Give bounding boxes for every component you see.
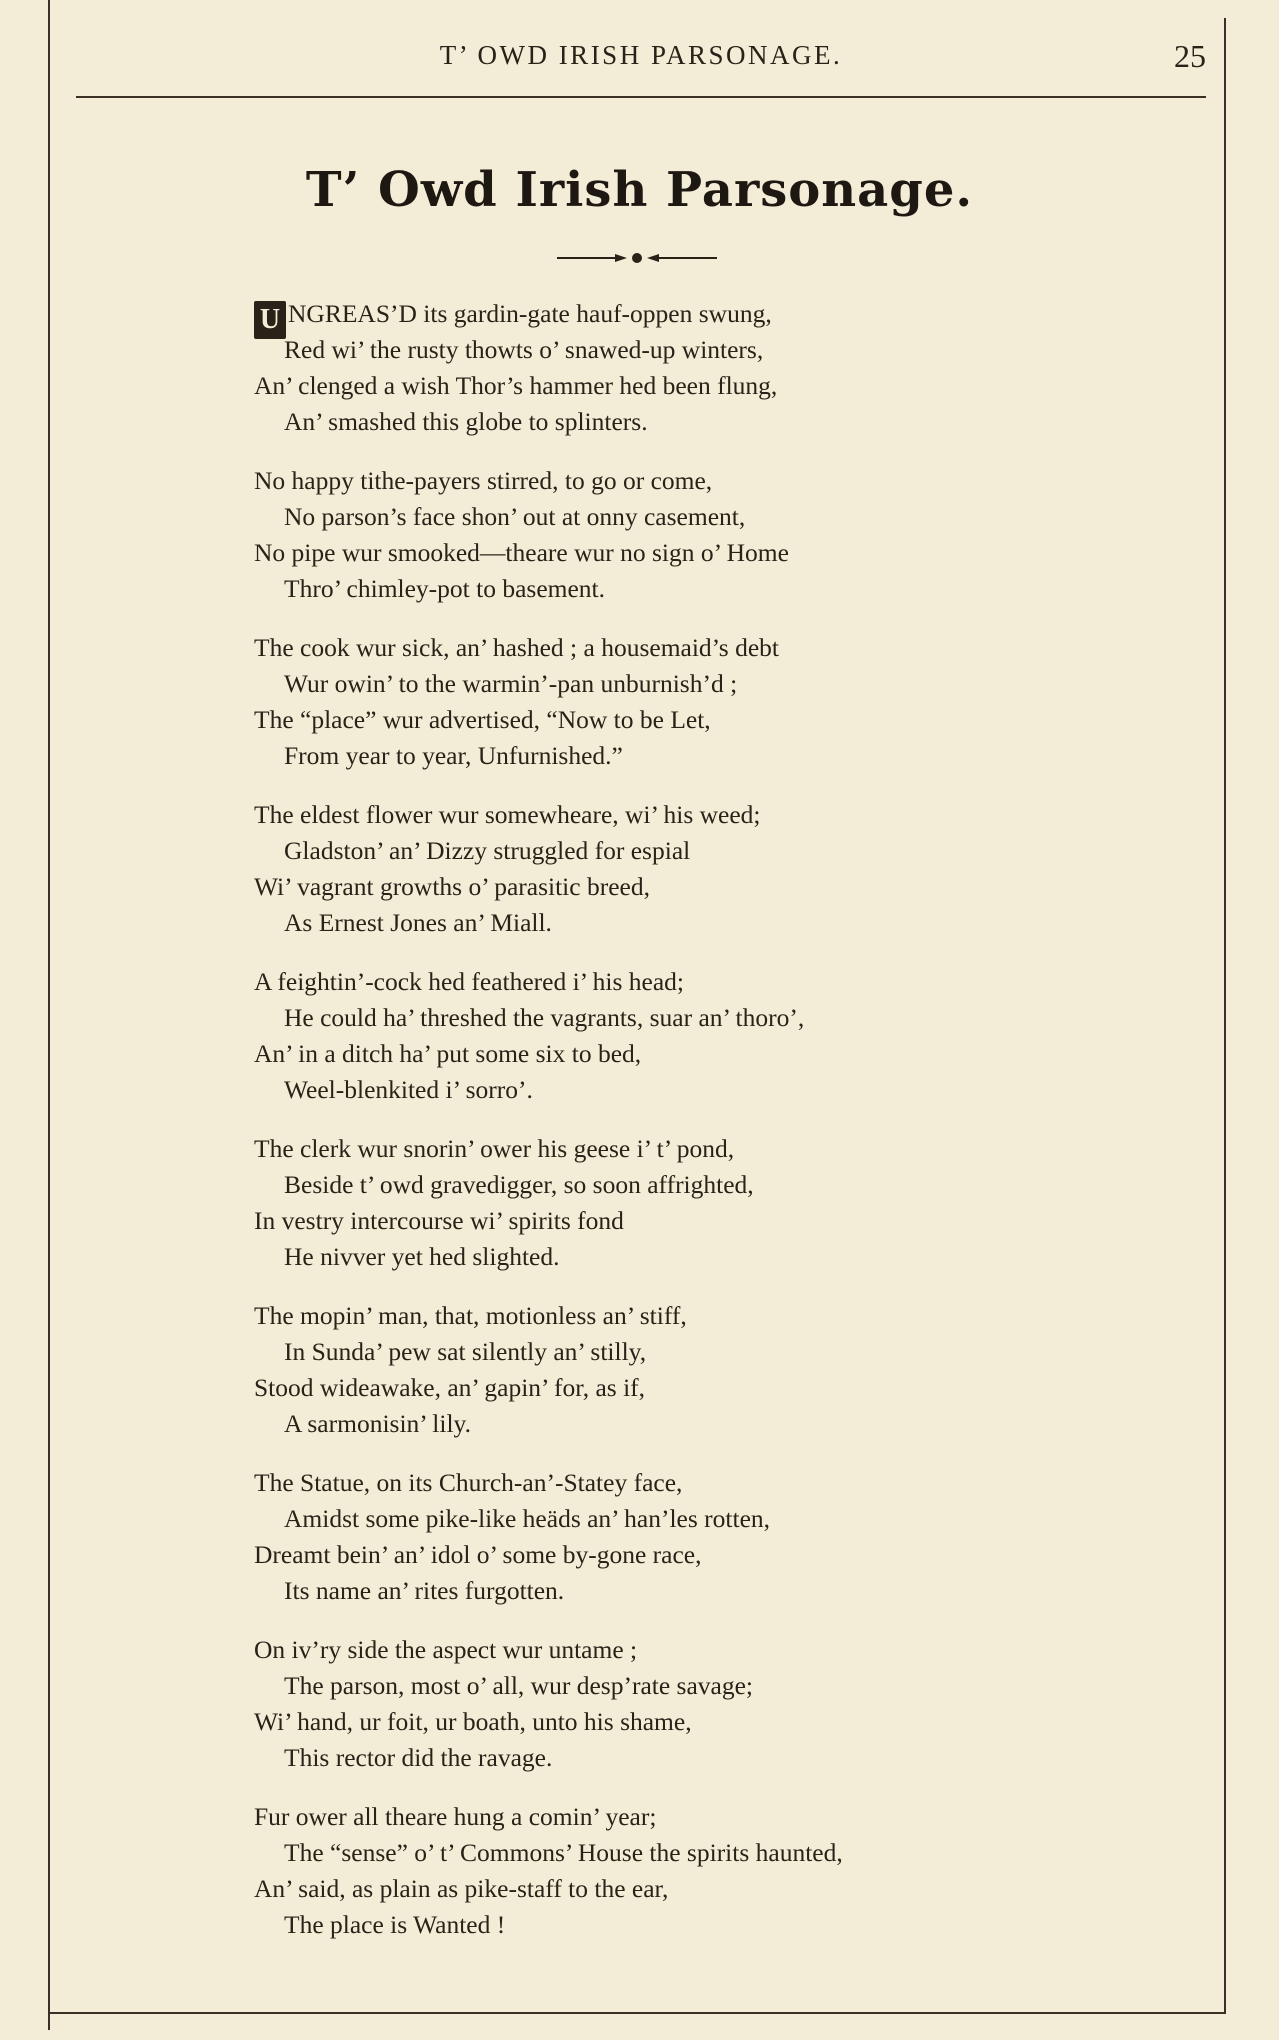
poem-line-text: He could ha’ threshed the vagrants, suar an’ thoro’, (284, 1003, 805, 1032)
poem-line-text: In Sunda’ pew sat silently an’ stilly, (284, 1337, 647, 1366)
poem-line-text: An’ clenged a wish Thor’s hammer hed been flung, (254, 371, 778, 400)
poem-line-text: NGREAS’D its gardin-gate hauf-oppen swung, (288, 299, 772, 328)
poem-line-text: Wur owin’ to the warmin’-pan unburnish’d ; (284, 669, 738, 698)
poem-line-text: In vestry intercourse wi’ spirits fond (254, 1206, 624, 1235)
poem-line-text: An’ smashed this globe to splinters. (284, 407, 648, 436)
poem-line-text: No parson’s face shon’ out at onny casement, (284, 502, 746, 531)
poem-line-text: An’ said, as plain as pike-staff to the ear, (254, 1874, 669, 1903)
stanza (254, 630, 1154, 774)
poem-line-text: He nivver yet hed slighted. (284, 1242, 560, 1271)
poem-line-text: An’ in a ditch ha’ put some six to bed, (254, 1039, 642, 1068)
poem-line-text: Weel-blenkited i’ sorro’. (284, 1075, 533, 1104)
poem-line-text: Amidst some pike-like heäds an’ han’les rotten, (284, 1504, 771, 1533)
poem-line-text: Beside t’ owd gravedigger, so soon affrighted, (284, 1170, 754, 1199)
poem-line (254, 1704, 1154, 1740)
stanza (254, 797, 1154, 941)
poem-line-text: Wi’ hand, ur foit, ur boath, unto his shame, (254, 1707, 692, 1736)
poem-line (254, 1167, 1154, 1203)
page-frame-right (1224, 18, 1226, 2013)
poem-line-text: Fur ower all theare hung a comin’ year; (254, 1802, 657, 1831)
poem-line (254, 1239, 1154, 1275)
poem-line (254, 1072, 1154, 1108)
page-frame-bottom (48, 2012, 1226, 2014)
poem-line-text: The mopin’ man, that, motionless an’ stiff, (254, 1301, 687, 1330)
poem-line (254, 1501, 1154, 1537)
poem-line (254, 499, 1154, 535)
stanza (254, 1632, 1154, 1776)
poem-line-text: This rector did the ravage. (284, 1743, 553, 1772)
poem-line-text: The Statue, on its Church-an’-Statey face, (254, 1468, 683, 1497)
poem-line-text: Dreamt bein’ an’ idol o’ some by-gone race, (254, 1540, 702, 1569)
poem-line (254, 1334, 1154, 1370)
poem-line-text: The “sense” o’ t’ Commons’ House the spirits haunted, (284, 1838, 843, 1867)
page-number: 25 (1174, 38, 1206, 74)
poem-line-text: The clerk wur snorin’ ower his geese i’ t’ pond, (254, 1134, 735, 1163)
poem-line-text: A sarmonisin’ lily. (284, 1409, 471, 1438)
poem-line (254, 1799, 1154, 1835)
poem-line (254, 1370, 1154, 1406)
poem-line-text: Wi’ vagrant growths o’ parasitic breed, (254, 872, 650, 901)
poem-line-text: A feightin’-cock hed feathered i’ his head; (254, 967, 685, 996)
poem-line-text: Red wi’ the rusty thowts o’ snawed-up winters, (284, 335, 764, 364)
poem-line-text: The place is Wanted ! (284, 1910, 506, 1939)
stanza (254, 1799, 1154, 1943)
poem-line (254, 702, 1154, 738)
poem-line (254, 1203, 1154, 1239)
poem-line (254, 1632, 1154, 1668)
poem-body (254, 296, 1154, 1966)
poem-line-text: The parson, most o’ all, wur desp’rate savage; (284, 1671, 753, 1700)
poem-line (254, 463, 1154, 499)
poem-line (254, 1835, 1154, 1871)
poem-line (254, 964, 1154, 1000)
poem-line-text: On iv’ry side the aspect wur untame ; (254, 1635, 638, 1664)
stanza (254, 1131, 1154, 1275)
page-frame-left (48, 0, 50, 2030)
poem-line (254, 1907, 1154, 1943)
poem-line (254, 666, 1154, 702)
stanza (254, 463, 1154, 607)
poem-line (254, 404, 1154, 440)
poem-line-text: The cook wur sick, an’ hashed ; a housemaid’s debt (254, 633, 779, 662)
poem-line (254, 833, 1154, 869)
poem-line-text: From year to year, Unfurnished.” (284, 741, 623, 770)
page-header (76, 40, 1206, 90)
poem-line (254, 368, 1154, 404)
poem-line (254, 1740, 1154, 1776)
poem-line-text: Its name an’ rites furgotten. (284, 1576, 565, 1605)
poem-line (254, 797, 1154, 833)
poem-line (254, 535, 1154, 571)
stanza (254, 964, 1154, 1108)
stanza (254, 1298, 1154, 1442)
poem-line (254, 1000, 1154, 1036)
poem-line (254, 1406, 1154, 1442)
poem-line (254, 1465, 1154, 1501)
poem-title: T’ Owd Irish Parsonage. (305, 162, 974, 218)
poem-line (254, 630, 1154, 666)
running-head: T’ OWD IRISH PARSONAGE. (439, 40, 843, 70)
poem-line (254, 1298, 1154, 1334)
poem-line (254, 296, 1154, 335)
poem-line-text: No pipe wur smooked—theare wur no sign o’ Home (254, 538, 789, 567)
poem-line (254, 869, 1154, 905)
poem-line (254, 1131, 1154, 1167)
poem-line (254, 1668, 1154, 1704)
poem-line (254, 905, 1154, 941)
poem-line-text: Thro’ chimley-pot to basement. (284, 574, 606, 603)
drop-cap: U (254, 301, 286, 339)
poem-line-text: Gladston’ an’ Dizzy struggled for espial (284, 836, 691, 865)
poem-line (254, 1573, 1154, 1609)
poem-line (254, 332, 1154, 368)
poem-line (254, 1537, 1154, 1573)
header-rule (76, 96, 1206, 98)
stanza (254, 1465, 1154, 1609)
poem-line (254, 571, 1154, 607)
poem-line (254, 1036, 1154, 1072)
poem-line (254, 738, 1154, 774)
poem-line-text: The eldest flower wur somewheare, wi’ his weed; (254, 800, 761, 829)
poem-line (254, 1871, 1154, 1907)
poem-line-text: No happy tithe-payers stirred, to go or come, (254, 466, 713, 495)
poem-line-text: Stood wideawake, an’ gapin’ for, as if, (254, 1373, 646, 1402)
poem-line-text: As Ernest Jones an’ Miall. (284, 908, 552, 937)
poem-line-text: The “place” wur advertised, “Now to be Let, (254, 705, 711, 734)
ornament-divider (557, 250, 717, 266)
stanza (254, 296, 1154, 440)
